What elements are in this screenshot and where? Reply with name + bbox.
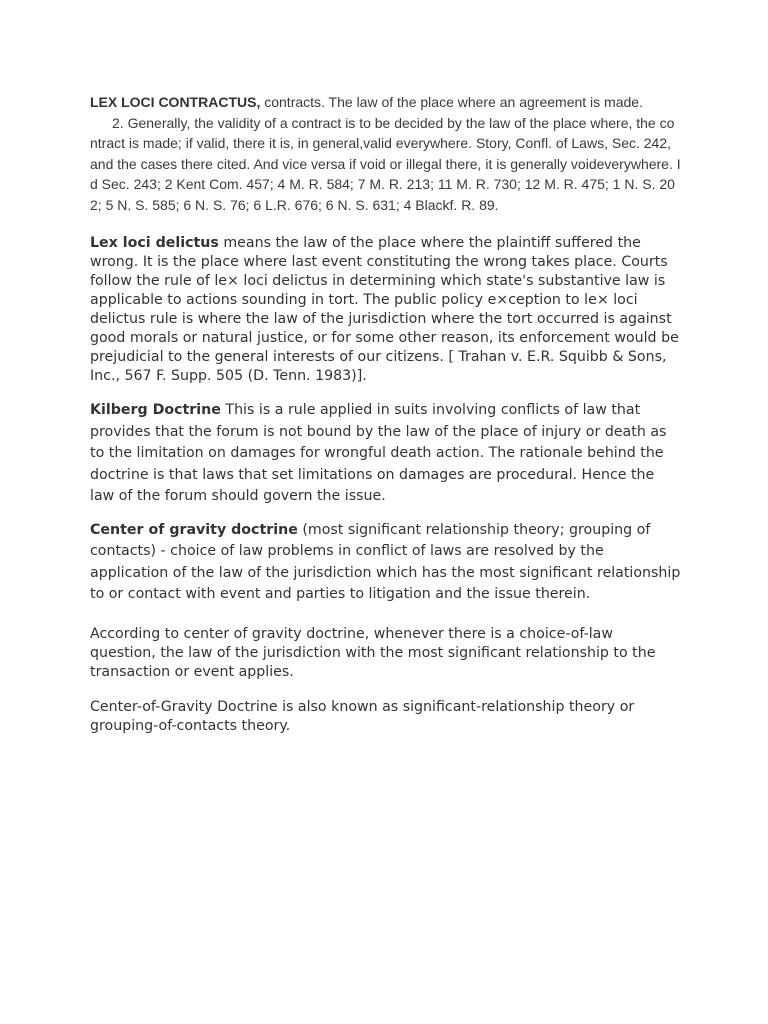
- kilberg-doctrine-entry: [90, 400, 682, 508]
- kilberg-doctrine-term: Kilberg Doctrine: [90, 402, 221, 418]
- lex-loci-delictus-term: Lex loci delictus: [90, 235, 219, 251]
- center-of-gravity-definition: (most significant relationship theory; grouping of contacts) - choice of law problems in conflict of laws are resolved by the application of the law of the jurisdiction which has the most significant relationship to or contact with event and parties to litigation and the issue therein.: [90, 521, 681, 602]
- center-of-gravity-entry: [90, 520, 682, 606]
- lex-loci-delictus-entry: [90, 234, 682, 386]
- center-of-gravity-term: Center of gravity doctrine: [90, 521, 298, 538]
- center-of-gravity-paragraph-3: Center-of-Gravity Doctrine is also known as significant-relationship theory or grouping-of-contacts theory.: [90, 698, 635, 734]
- lex-loci-contractus-definition: contracts. The law of the place where an agreement is made.: [260, 94, 643, 110]
- center-of-gravity-paragraph-2: According to center of gravity doctrine, whenever there is a choice-of-law question, the law of the jurisdiction with the most significant relationship to the transaction or event applies.: [90, 625, 656, 680]
- kilberg-doctrine-definition: This is a rule applied in suits involving conflicts of law that provides that the forum is not bound by the law of the place of injury or death as to the limitation on damages for wrongful death action. The rationale behind the doctrine is that laws that set limitations on damages are procedural. Hence the law of the forum should govern the issue.: [90, 402, 667, 504]
- lex-loci-contractus-point-2: 2. Generally, the validity of a contract is to be decided by the law of the place where, the contract is made; if valid, there it is, in general,valid everywhere. Story, Confl. of Laws, Sec. 242, and the cases there cited. And vice versa if void or illegal there, it is generally voideverywhere. Id Sec. 243; 2 Kent Com. 457; 4 M. R. 584; 7 M. R. 213; 11 M. R. 730; 12 M. R. 475; 1 N. S. 202; 5 N. S. 585; 6 N. S. 76; 6 L.R. 676; 6 N. S. 631; 4 Blackf. R. 89.: [90, 114, 681, 213]
- lex-loci-delictus-definition: means the law of the place where the plaintiff suffered the wrong. It is the place where last event constituting the wrong takes place. Courts follow the rule of le× loci delictus in determining which state's substantive law is applicable to actions sounding in tort. The public policy e×ception to le× loci delictus rule is where the law of the jurisdiction where the tort occurred is against good morals or natural justice, or for some other reason, its enforcement would be prejudicial to the general interests of our citizens. [ Trahan v. E.R. Squibb & Sons, Inc., 567 F. Supp. 505 (D. Tenn. 1983)].: [90, 235, 679, 384]
- document-page: [90, 92, 682, 736]
- lex-loci-contractus-entry: [90, 92, 682, 215]
- lex-loci-contractus-term: LEX LOCI CONTRACTUS,: [90, 94, 261, 110]
